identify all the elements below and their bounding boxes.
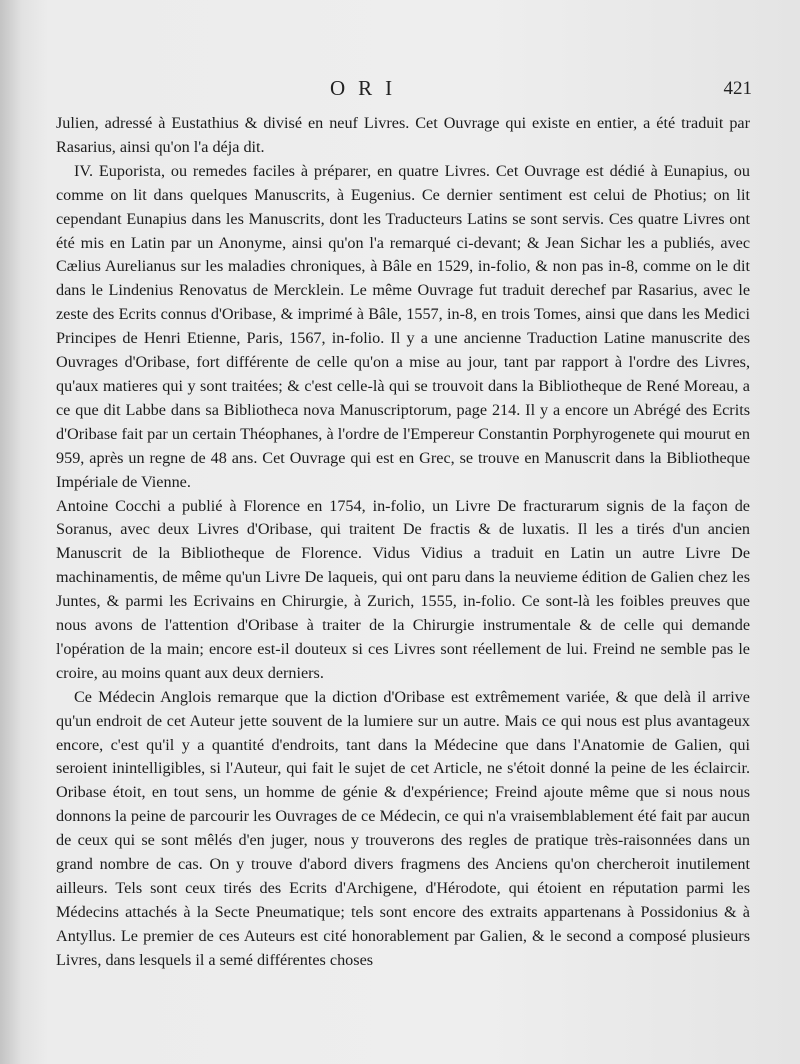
page-number: 421: [723, 78, 752, 99]
paragraph-medecin-anglois: Ce Médecin Anglois remarque que la diction d'Oribase est extrêmement variée, & que delà il arrive qu'un endroit de cet Auteur jette souvent de la lumiere sur un autre. Mais ce qui nous est plus avantageux encore, c'est qu'il y a quantité d'endroits, tant dans la Médecine que dans l'Anatomie de Galien, qui seroient inintelligibles, si l'Auteur, qui fait le sujet de cet Article, ne s'étoit donné la peine de les éclaircir. Oribase étoit, en tout sens, un homme de génie & d'expérience; Freind ajoute même que si nous nous donnons la peine de parcourir les Ouvrages de ce Médecin, ce qui n'a vraisemblablement été fait par aucun de ceux qui se sont mêlés d'en juger, nous y trouverons des regles de pratique très-raisonnées dans un grand nombre de cas. On y trouve d'abord divers fragmens des Anciens qu'on chercheroit inutilement ailleurs. Tels sont ceux tirés des Ecrits d'Archigene, d'Hérodote, qui étoient en réputation parmi les Médecins attachés à la Secte Pneumatique; tels sont encore des extraits appartenans à Possidonius & à Antyllus. Le premier de ces Auteurs est cité honorablement par Galien, & le second a composé plusieurs Livres, dans lesquels il a semé différentes choses: [56, 687, 750, 969]
paragraph-cocchi: Antoine Cocchi a publié à Florence en 1754, in-folio, un Livre De fracturarum signis de la façon de Soranus, avec deux Livres d'Oribase, qui traitent De fractis & de luxatis. Il les a tirés d'un ancien Manuscrit de la Bibliotheque de Florence. Vidus Vidius a traduit en Latin un autre Livre De machinamentis, de même qu'un Livre De laqueis, qui ont paru dans la neuvieme édition de Galien chez les Juntes, & parmi les Ecrivains en Chirurgie, à Zurich, 1555, in-folio. Ce sont-là les foibles preuves que nous avons de l'attention d'Oribase à traiter de la Chirurgie instrumentale & de celle qui demande l'opération de la main; encore est-il douteux si ces Livres sont réellement de lui. Freind ne semble pas le croire, au moins quant aux deux derniers.: [56, 496, 750, 682]
paragraph-euporista: IV. Euporista, ou remedes faciles à préparer, en quatre Livres. Cet Ouvrage est dédié à Eunapius, ou comme on lit dans quelques Manuscrits, à Eugenius. Ce dernier sentiment est celui de Photius; on lit cependant Eunapius dans les Manuscrits, dont les Traducteurs Latins se sont servis. Ces quatre Livres ont été mis en Latin par un Anonyme, ainsi qu'on l'a remarqué ci-devant; & Jean Sichar les a publiés, avec Cælius Aurelianus sur les maladies chroniques, à Bâle en 1529, in-folio, & non pas in-8, comme on le dit dans le Lindenius Renovatus de Mercklein. Le même Ouvrage fut traduit derechef par Rasarius, avec le zeste des Ecrits connus d'Oribase, & imprimé à Bâle, 1557, in-8, en trois Tomes, ainsi que dans les Medici Principes de Henri Etienne, Paris, 1567, in-folio. Il y a une ancienne Traduction Latine manuscrite des Ouvrages d'Oribase, fort différente de celle qu'on a mise au jour, tant par rapport à l'ordre des Livres, qu'aux matieres qui y sont traitées; & c'est celle-là qui se trouvoit dans la Bibliotheque de René Moreau, a ce que dit Labbe dans sa Bibliotheca nova Manuscriptorum, page 214. Il y a encore un Abrégé des Ecrits d'Oribase fait par un certain Théophanes, à l'ordre de l'Empereur Constantin Porphyrogenete qui mourut en 959, après un regne de 48 ans. Cet Ouvrage qui est en Grec, se trouve en Manuscrit dans la Bibliotheque Impériale de Vienne.: [56, 161, 750, 491]
page-binding-shadow: [0, 0, 22, 1064]
page-header: [0, 76, 800, 106]
paragraph-continuation: Julien, adressé à Eustathius & divisé en neuf Livres. Cet Ouvrage qui existe en entier, a été traduit par Rasarius, ainsi qu'on l'a déja dit.: [56, 114, 750, 156]
running-head: ORI: [330, 76, 406, 100]
body-text: [56, 112, 750, 973]
